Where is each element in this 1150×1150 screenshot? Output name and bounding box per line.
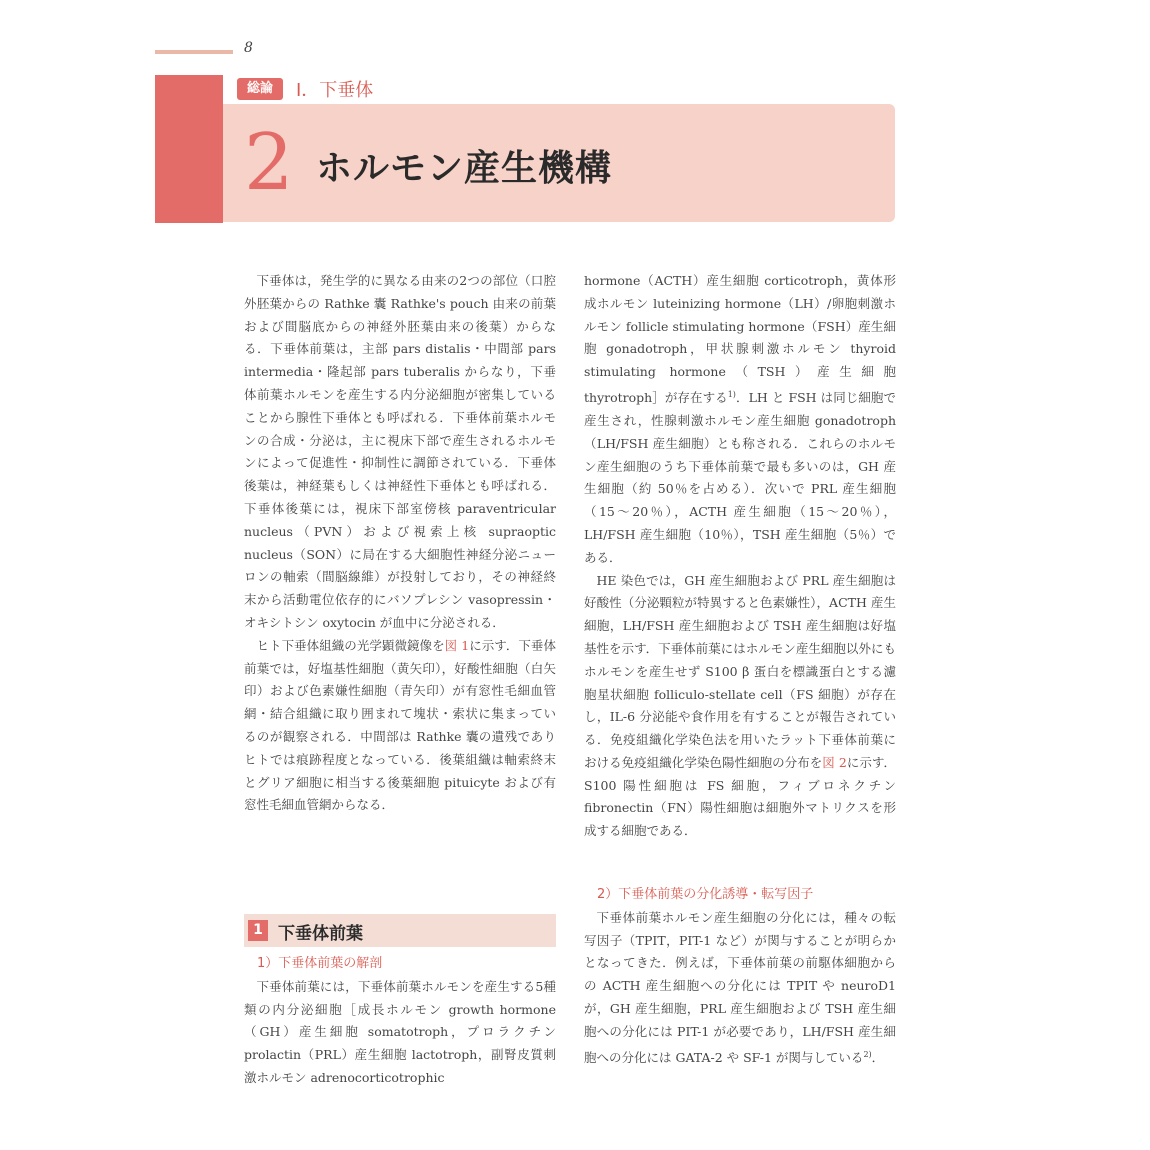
- paragraph: ヒト下垂体組織の光学顕微鏡像を図 1に示す．下垂体前葉では，好塩基性細胞（黄矢印），好酸性細胞（白矢印）および色素嫌性細胞（青矢印）が有窓性毛細血管網・結合組織に取り囲まれて塊状・索状に集まっているのが観察される．中間部は Rathke 囊の遺残でありヒトでは痕跡程度となっている．後葉組織は軸索終末とグリア細胞に相当する後葉細胞 pituicyte および有窓性毛細血管網からなる．: [244, 637, 556, 813]
- citation: 2): [863, 1049, 872, 1059]
- paragraph: hormone（ACTH）産生細胞 corticotroph，黄体形成ホルモン luteinizing hormone（LH）/卵胞刺激ホルモン follicle stimulating hormone（FSH）産生細胞 gonadotroph，甲状腺刺激ホルモン thyroid stimulating hormone（TSH）産生細胞 thyrotroph］が存在する$^{1)}$．LH と FSH は同じ細胞で産生され，性腺刺激ホルモン産生細胞 gonadotroph（LH/FSH 産生細胞）とも称される．これらのホルモン産生細胞のうち下垂体前葉で最も多いのは，GH 産生細胞（約 50％を占める）．次いで PRL 産生細胞（15〜20％），ACTH 産生細胞（15〜20％），LH/FSH 産生細胞（10％），TSH 産生細胞（5％）である．: [584, 273, 896, 565]
- section-heading: [244, 914, 556, 947]
- left-lower-text: [244, 953, 556, 1090]
- subsection-heading: 2）下垂体前葉の分化誘導・転写因子: [597, 887, 814, 902]
- section-badge: 総論: [237, 78, 283, 100]
- chapter-color-block: [155, 75, 223, 223]
- paragraph: 下垂体前葉ホルモン産生細胞の分化には，種々の転写因子（TPIT，PIT-1 など）が関与することが明らかとなってきた．例えば，下垂体前葉の前駆体細胞からの ACTH 産生細胞への分化には TPIT や neuroD1 が，GH 産生細胞，PRL 産生細胞および TSH 産生細胞への分化には PIT-1 が必要であり，LH/FSH 産生細胞への分化には GATA-2 や SF-1 が関与している$^{2)}$．: [584, 909, 896, 1065]
- subsection-heading: 1）下垂体前葉の解剖: [257, 956, 383, 971]
- citation: 1): [727, 389, 736, 399]
- paragraph: 下垂体前葉には，下垂体前葉ホルモンを産生する5種類の内分泌細胞［成長ホルモン growth hormone（GH）産生細胞 somatotroph，プロラクチン prolactin（PRL）産生細胞 lactotroph，副腎皮質刺激ホルモン adrenocorticotrophic: [244, 978, 556, 1085]
- figure-reference: 図 2: [822, 754, 847, 770]
- right-lower-text: [584, 884, 896, 1070]
- left-column: [244, 270, 556, 817]
- chapter-number: 2: [244, 118, 294, 208]
- section-number: 1: [248, 920, 268, 941]
- figure-reference: 図 1: [444, 637, 470, 653]
- paragraph: 下垂体は，発生学的に異なる由来の2つの部位（口腔外胚葉からの Rathke 囊 Rathke's pouch 由来の前葉および間脳底からの神経外胚葉由来の後葉）からなる．下垂体前葉は，主部 pars distalis・中間部 pars intermedia・隆起部 pars tuberalis からなり，下垂体前葉ホルモンを産生する内分泌細胞が密集していることから腺性下垂体とも呼ばれる．下垂体前葉ホルモンの合成・分泌は，主に視床下部で産生されるホルモンによって促進性・抑制性に調節されている．下垂体後葉は，神経葉もしくは神経性下垂体とも呼ばれる．下垂体後葉には，視床下部室傍核 paraventricular nucleus（PVN）および視索上核 supraoptic nucleus（SON）に局在する大細胞性神経分泌ニューロンの軸索（間脳線維）が投射しており，その神経終末から活動電位依存的にバソプレシン vasopressin・オキシトシン oxytocin が血中に分泌される．: [244, 273, 556, 630]
- section-label: I．下垂体: [296, 80, 374, 101]
- section-title: 下垂体前葉: [278, 924, 363, 944]
- chapter-title: ホルモン産生機構: [316, 148, 613, 189]
- right-column: [584, 270, 896, 843]
- page-number: 8: [244, 40, 253, 56]
- paragraph: HE 染色では，GH 産生細胞および PRL 産生細胞は好酸性（分泌顆粒が特異すると色素嫌性），ACTH 産生細胞，LH/FSH 産生細胞および TSH 産生細胞は好塩基性を示す．下垂体前葉にはホルモン産生細胞以外にもホルモンを産生せず S100 β 蛋白を標識蛋白とする濾胞星状細胞 folliculo-stellate cell（FS 細胞）が存在し，IL-6 分泌能や食作用を有することが報告されている．免疫組織化学染色法を用いたラット下垂体前葉における免疫組織化学染色陽性細胞の分布を図 2に示す．S100 陽性細胞は FS 細胞，フィブロネクチン fibronectin（FN）陽性細胞は細胞外マトリクスを形成する細胞である．: [584, 572, 896, 839]
- page-number-bar: [155, 50, 233, 54]
